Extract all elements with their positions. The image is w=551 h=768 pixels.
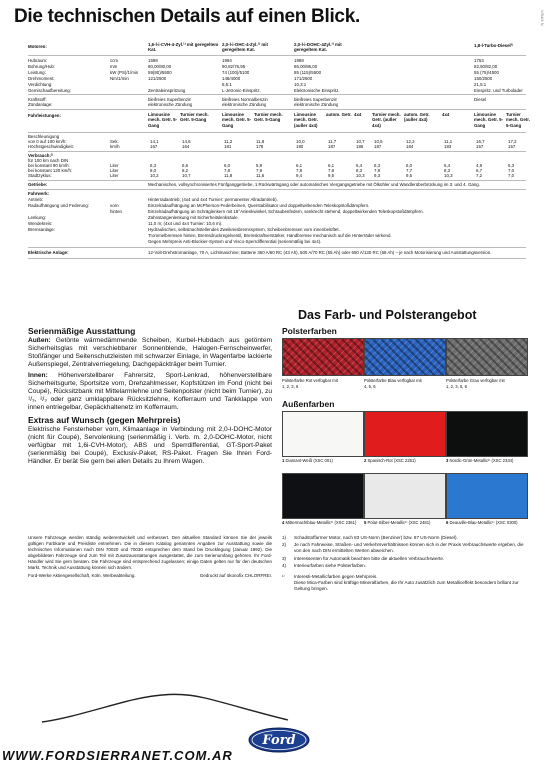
fuel-2: bleifreies Normalbenzin: [222, 97, 268, 102]
aussen-number: 6: [446, 520, 449, 525]
elektrik-text: 12-Volt-Drehstromanlage, 70 A, Lichtmaschine; Batterie 360 A/60 RC (43 Ah), 500 A/70 RC (55 Ah) oder 650 A/130 RC (68 Ah) – je nach Motorisierung und Ausstattungsversion.: [148, 250, 492, 255]
perf-stadt-value: 10,7: [182, 173, 191, 178]
engine-row-unit: Nm/1/min: [110, 76, 129, 81]
polster-codes: 1, 2, 3, 5, 6: [446, 384, 467, 389]
engine-row-value: 85 (115)/5500: [294, 70, 322, 75]
aussen-caption: [446, 520, 526, 525]
engine-head-4: 1,8-l-Turbo-Diesel²⁾: [474, 43, 514, 48]
aussen-title: Außenfarben: [282, 399, 335, 409]
getriebe-label: Getriebe:: [28, 182, 48, 187]
small-print-publisher: Ford-Werke Aktiengesellschaft, Köln. Werbeabteilung.: [28, 573, 136, 579]
engine-row-unit: kW (PS)/1/min: [110, 70, 139, 75]
perf-v120-value: 7,9: [328, 168, 335, 173]
watermark: WWW.FORDSIERRANET.COM.AR: [2, 748, 233, 763]
engine-row-value: Elektronische Einspritz.: [294, 88, 340, 93]
perf-v90-value: 6,4: [356, 163, 363, 168]
polster-swatch: [446, 338, 528, 376]
perf-stadt-value: 10,3: [444, 173, 453, 178]
perf-vmax-value: 184: [406, 144, 414, 149]
aussen-caption: [446, 458, 526, 463]
bremsen-line-1: Hydraulisches, selbstnachstellendes Zweikreisbremssystem, Scheibenbremsen vorn innenbelüftet.: [148, 227, 340, 232]
lenkung-text: Zahnstangenlenkung mit Sicherheitslenksäule.: [148, 215, 239, 220]
perf-v90-value: 6,6: [182, 163, 189, 168]
perf-column-head: Limousine mech. Getr. 5-Gang: [148, 112, 178, 128]
fuel-4: Diesel: [474, 97, 487, 102]
perf-vmax-value: 167: [150, 144, 158, 149]
bremsen-label: Bremsanlage:: [28, 227, 56, 232]
perf-column-head: 4x4: [442, 112, 450, 117]
engine-row-value: 82,50/82,00: [474, 64, 498, 69]
fuel-3: bleifreies Superbenzin: [294, 97, 338, 102]
perf-column-head: Turnier mech. Getr. 5-Gang: [506, 112, 530, 128]
liter-120: Liter: [110, 168, 119, 173]
aussen-name: Deauville-Blau-Metallic¹⁾ (XSC 0300): [449, 520, 518, 525]
side-code: V/94/4 N: [540, 10, 545, 26]
farb-section-title: Das Farb- und Polsterangebot: [298, 308, 477, 322]
page-title: Die technischen Details auf einen Blick.: [14, 6, 360, 27]
perf-beschl-value: 10,0: [296, 139, 305, 144]
wendekreis-text: 11,0 m; (4x4 und 4x4 Turnier: 10,6 m).: [148, 221, 223, 226]
perf-v120-value: 7,8: [296, 168, 303, 173]
extras-title: Extras auf Wunsch (gegen Mehrpreis): [28, 415, 181, 425]
engine-row-value: 86,00/86,00: [294, 64, 318, 69]
polster-caption: Polsterfarbe Rot verfügbar mit: [282, 378, 338, 383]
perf-column-head: autom. Getr.: [326, 112, 352, 117]
perf-v90-value: 5,9: [256, 163, 263, 168]
polster-codes: 4, 5, 6: [364, 384, 376, 389]
beschl-sub: von 0 auf 100 km/h:: [28, 139, 67, 144]
verbrauch-sub: für 100 km nach DIN: [28, 158, 69, 163]
perf-v120-value: 7,0: [508, 168, 515, 173]
radaufh-vorn: Einzelradaufhängung an McPherson-Federbeinen, Querstabilisator und doppeltwirkenden Teleskopstoßdämpfern.: [148, 203, 370, 208]
aussen-swatch: [364, 473, 446, 519]
radaufh-hinten: Einzelradaufhängung an Schräglenkern mit 18°Anlenkwinkel, Schraubenfedern, senkrecht stehend, doppeltwirkenden Teleskopstoßdämpfern.: [148, 209, 424, 214]
engine-row-value: 74 (100)/5100: [222, 70, 250, 75]
perf-v90-value: 5,3: [508, 163, 515, 168]
liter-stadt: Liter: [110, 173, 119, 178]
perf-v90-value: 6,3: [150, 163, 157, 168]
engine-row-label: Gemischaufbereitung:: [28, 88, 71, 93]
aussen-swatch: [446, 411, 528, 457]
aussen-number: 5: [364, 520, 367, 525]
perf-v120-value: 6,7: [476, 168, 483, 173]
engine-head-2: 2,0-l-i-OHC-4-Zyl.¹⁾ mit geregeltem Kat.: [222, 42, 268, 53]
perf-v90-value: 6,4: [444, 163, 451, 168]
vmax-unit: km/h: [110, 144, 120, 149]
aussen-caption: [282, 520, 362, 525]
fahrwerk-label: Fahrwerk:: [28, 191, 49, 196]
aussen-lead: Außen:: [28, 337, 51, 344]
small-print: [28, 535, 272, 580]
footnote-text: Interesti-Metallicfarben gegen Mehrpreis.: [294, 574, 378, 579]
ignition-3: elektronische Zündung: [294, 102, 339, 107]
small-print-main: Unsere Fahrzeuge werden ständig weiterentwickelt und verbessert. Den aktuellen Standard können Sie der jeweils gültigen Farbkarte und Preisliste entnehmen. Die in diesem Katalog genannten Angaben zur Ausstattung sowie die technischen Informationen nach DIN 70020 und 70030 entsprechen dem Stand bei Drucklegung (Januar 1992). Die abgebildeten Fahrzeuge sind zum Teil mit Zusatzausstattungen ausgestattet, die zum Serienumfang gehören. Ihr Ford-Händler wird Sie gern beraten. Die Fahrzeuge sind entsprechend zugelassen; einige Daten gelten nur für den deutschen Markt. Technik und Ausstattung können sich ändern.: [28, 535, 272, 570]
perf-stadt-value: 10,3: [356, 173, 365, 178]
perf-beschl-value: 10,7: [356, 139, 365, 144]
perf-column-head: 4x4: [354, 112, 362, 117]
perf-v120-value: 7,8: [224, 168, 231, 173]
perf-v120-value: 8,0: [150, 168, 157, 173]
footnote-text: Interessenten für Automatik beachten bitte die aktuellen Verbrauchswerte.: [294, 556, 445, 561]
footnote-symbol: 1): [282, 535, 287, 540]
engine-row-value: 148/4000: [222, 76, 241, 81]
aussen-name: Spanisch-Rot (XSC 2251): [367, 458, 416, 463]
footnote-text: Schadstoffarmer Motor, nach 83 US-Norm (Benziner) bzw. 87 US-Norm (Diesel).: [294, 535, 458, 540]
engine-row-value: 21,5:1: [474, 82, 487, 87]
perf-beschl-value: 11,7: [328, 139, 337, 144]
engine-row-label: Verdichtung:: [28, 82, 53, 87]
liter-90: Liter: [110, 163, 119, 168]
perf-v90-value: 6,0: [406, 163, 413, 168]
ignition-1: elektronische Zündung: [148, 102, 193, 107]
hinten-label: hinten: [110, 209, 122, 214]
engine-row-value: 55 (75)/4500: [474, 70, 499, 75]
aussen-caption: [364, 458, 444, 463]
beschl-unit: Sek.: [110, 139, 119, 144]
aussen-name: Diamant-Weiß (XSC 001): [285, 458, 333, 463]
v90-label: bei konstant 90 km/h:: [28, 163, 70, 168]
aussen-name: Polar-Silber-Metallic¹⁾ (XSC 2481): [367, 520, 431, 525]
engine-row-value: 171/2500: [294, 76, 313, 81]
perf-vmax-value: 183: [444, 144, 452, 149]
antrieb-text: Hinterradantrieb; (4x4 und 4x4 Turnier: permanenter Allradantrieb).: [148, 197, 278, 202]
perf-stadt-value: 7,0: [508, 173, 515, 178]
engine-row-value: 1994: [222, 58, 232, 63]
perf-stadt-value: 10,2: [150, 173, 159, 178]
perf-beschl-value: 17,2: [508, 139, 517, 144]
verbrauch-label: Verbrauch:³⁾: [28, 153, 54, 158]
engine-row-value: 80,00/80,00: [148, 64, 172, 69]
kraftstoff-label: Kraftstoff:: [28, 97, 47, 102]
footnote-symbol: 2): [282, 542, 287, 547]
engine-row-value: Einspritz. und Turbolader: [474, 88, 523, 93]
perf-column-head: Limousine mech. Getr. 5-Gang: [474, 112, 504, 128]
perf-vmax-value: 157: [508, 144, 516, 149]
aussen-number: 4: [282, 520, 285, 525]
aussen-number: 1: [282, 458, 285, 463]
aussen-swatch: [446, 473, 528, 519]
polster-caption: Polsterfarbe Grau verfügbar mit: [446, 378, 505, 383]
perf-stadt-value: 9,5: [406, 173, 413, 178]
perf-beschl-value: 16,7: [476, 139, 485, 144]
perf-stadt-value: 7,2: [476, 173, 483, 178]
ford-logo: [248, 727, 310, 753]
engine-row-label: Bohrung/Hub:: [28, 64, 56, 69]
perf-beschl-value: 14,6: [182, 139, 191, 144]
perf-vmax-value: 187: [328, 144, 336, 149]
elektrik-label: Elektrische Anlage:: [28, 250, 69, 255]
perf-column-head: Turnier mech. Getr. 5-Gang: [180, 112, 209, 123]
perf-column-head: Limousine mech. Getr. 5-Gang: [222, 112, 252, 128]
polster-swatch: [282, 338, 364, 376]
aussen-name: Nordic-Grün-Metallic¹⁾ (XSC 2334): [449, 458, 514, 463]
getriebe-text: Mechanisches, vollsynchronisiertes Fünfganggetriebe, 1 Rückwärtsgang oder automatisches Viergangsgetriebe mit Ölkühler und Wandlerüberbrückung im 3. und 4. Gang.: [148, 182, 480, 187]
ignition-2: elektronische Zündung: [222, 102, 267, 107]
engine-row-value: Zentraleinspritzung: [148, 88, 186, 93]
vmax-label: Höchstgeschwindigkeit:: [28, 144, 74, 149]
perf-v120-value: 7,7: [406, 168, 413, 173]
aussen-number: 2: [364, 458, 367, 463]
beschl-label: Beschleunigung: [28, 134, 60, 139]
perf-v90-value: 6,0: [224, 163, 231, 168]
engine-row-unit: ccm: [110, 58, 119, 63]
engine-row-label: Drehmoment:: [28, 76, 55, 81]
perf-stadt-value: 9,5: [328, 173, 335, 178]
engine-row-value: 1598: [148, 58, 158, 63]
engine-row-value: 8,5:1: [222, 82, 232, 87]
aussen-swatch: [282, 411, 364, 457]
footnote-symbol: ¹⁾: [282, 574, 285, 579]
perf-column-head: Turnier mech. Getr. 5-Gang: [254, 112, 283, 123]
serien-title: Serienmäßige Ausstattung: [28, 326, 136, 336]
polster-swatch: [364, 338, 446, 376]
engine-row-value: 1753: [474, 58, 484, 63]
aussen-number: 3: [446, 458, 449, 463]
perf-vmax-value: 181: [224, 144, 232, 149]
perf-v90-value: 4,9: [476, 163, 483, 168]
perf-beschl-value: 10,5: [374, 139, 383, 144]
motoren-label: Motoren:: [28, 44, 47, 49]
perf-v120-value: 8,3: [356, 168, 363, 173]
aussen-swatch: [364, 411, 446, 457]
radaufh-label: Radaufhängung und Federung:: [28, 203, 90, 208]
perf-beschl-value: 11,8: [256, 139, 265, 144]
perf-column-head: autom. Getr. (außer 4x4): [404, 112, 430, 123]
engine-row-label: Hubraum:: [28, 58, 48, 63]
engine-row-value: 150/2500: [474, 76, 493, 81]
vorn-label: vorn: [110, 203, 119, 208]
engine-head-3: 2,0-l-i-DOHC-4Zyl.¹⁾ mit geregeltem Kat.: [294, 42, 342, 53]
perf-v120-value: 7,9: [256, 168, 263, 173]
perf-beschl-value: 14,1: [150, 139, 159, 144]
engine-row-value: L-Jetronic-Einspritz.: [222, 88, 261, 93]
footnote-symbol: 4): [282, 563, 287, 568]
engine-head-1: 1,6-l-i-CVH-4-Zyl.¹⁾ mit geregeltem Kat.: [148, 42, 219, 53]
perf-column-head: Turnier mech. Getr. (außer 4x4): [372, 112, 401, 128]
antrieb-label: Antrieb:: [28, 197, 44, 202]
footnote-text: Interieurfarben siehe Polsterfarben.: [294, 563, 367, 568]
aussen-name: Mittermachtblau-Metallic¹⁾ (XSC 2361): [285, 520, 357, 525]
perf-vmax-value: 164: [182, 144, 190, 149]
perf-vmax-value: 178: [256, 144, 264, 149]
equipment-column: [28, 326, 272, 469]
perf-v90-value: 6,1: [328, 163, 335, 168]
extras-text: Elektrische Fensterheber vorn, Klimaanlage in Verbindung mit 2,0-l-DOHC-Motor (nicht für Coupé), Servolenkung (serienmäßig i. Verb. m. 2,0-DOHC-Motor, nicht verfügbar mit 1,6i-CVH-Motor), ABS und Sperrdifferential, GT-Sport-Paket (serienmäßig bei Coupé), Exclusiv-Paket, RS-Paket. Fragen Sie Ihren Ford-Händler. Er berät Sie gern bei allen Details zu Ihrem Wagen.: [28, 426, 272, 465]
zuendanlage-label: Zündanlage:: [28, 102, 53, 107]
perf-beschl-value: 12,2: [406, 139, 415, 144]
serien-aussen-paragraph: [28, 337, 272, 369]
fuel-1: bleifreies Superbenzin: [148, 97, 192, 102]
perf-vmax-value: 187: [374, 144, 382, 149]
perf-stadt-value: 11,8: [224, 173, 233, 178]
serien-innen-paragraph: [28, 372, 272, 412]
polster-caption: Polsterfarbe Blau verfügbar mit: [364, 378, 422, 383]
perf-beschl-value: 11,2: [224, 139, 233, 144]
car-silhouette: [40, 686, 290, 726]
polster-title: Polsterfarben: [282, 326, 337, 336]
innen-text: Höhenverstellbarer Fahrersitz, Sport-Lenkrad, höhenverstellbare Sicherheitsgurte, Sportsitze vorn, Drehzahlmesser, Kopfstützen im Fond (nicht bei Coupé), Rücksitzbank mit Mittelarmlehne und Seitenpolster (nicht beim Turnier), zu ¹/₃, ²/₃ oder ganz umklappbare Rücksitzlehne, Kofferraum und Tankklappe von innen entriegelbar, Gepäckhaltenetz im Kofferraum.: [28, 372, 272, 411]
engine-row-value: 90,82/76,95: [222, 64, 246, 69]
wendekreis-label: Wendekreis:: [28, 221, 53, 226]
innen-lead: Innen:: [28, 372, 48, 379]
engine-row-unit: mm: [110, 64, 118, 69]
perf-stadt-value: 11,6: [256, 173, 265, 178]
lenkung-label: Lenkung:: [28, 215, 47, 220]
perf-v120-value: 8,3: [444, 168, 451, 173]
perf-vmax-value: 190: [296, 144, 304, 149]
engine-row-value: 1998: [294, 58, 304, 63]
footnote-symbol: 3): [282, 556, 287, 561]
aussen-caption: [282, 458, 362, 463]
aussen-swatch: [282, 473, 364, 519]
perf-stadt-value: 9,4: [296, 173, 303, 178]
small-print-paper: Gedruckt auf ökonofix CHLORFREI.: [199, 573, 272, 579]
polster-codes: 1, 2, 3, 6: [282, 384, 299, 389]
engine-row-label: Leistung:: [28, 70, 46, 75]
spec-table: [28, 40, 530, 292]
perf-v120-value: 8,2: [182, 168, 189, 173]
aussen-caption: [364, 520, 444, 525]
perf-v90-value: 6,1: [296, 163, 303, 168]
perf-stadt-value: 9,3: [374, 173, 381, 178]
perf-vmax-value: 157: [476, 144, 484, 149]
v120-label: bei konstant 120 km/h:: [28, 168, 73, 173]
engine-row-value: 10,3:1: [294, 82, 307, 87]
perf-column-head: Limousine mech. Getr. (außer 4x4): [294, 112, 318, 128]
engine-row-value: 59(80)/5500: [148, 70, 172, 75]
ford-logo-text: Ford: [262, 733, 296, 748]
perf-v90-value: 6,3: [374, 163, 381, 168]
aussen-text: Getönte wärmedämmende Scheiben, Kurbel-Hubdach aus getöntem Sicherheitsglas mit verschiebbarer Sonnenblende, Halogen-Fernscheinwerfer, Stoßfänger und Seitenschutzleisten mit schwarzer Einlage, in Wagenfarbe lackierte Außenspiegel, Zentralverriegelung, Dachgepäckträger beim Turnier.: [28, 337, 272, 368]
stadt-label: Stadtzyklus:: [28, 173, 52, 178]
perf-beschl-value: 11,1: [444, 139, 453, 144]
bremsen-line-2: Trommelbremsen hinten, Bremsdruckregelventil, Bremskraftverstärker, Handbremse mechanisch auf die Hinterräder wirkend.: [148, 233, 392, 238]
fahrleistungen-label: Fahrleistungen:: [28, 113, 61, 118]
perf-vmax-value: 186: [356, 144, 364, 149]
bremsen-line-3: Gegen Mehrpreis Anti-Blockier-System und Visco-Sperrdifferential (serienmäßig bei 4x4).: [148, 239, 322, 244]
footnote-text: Je nach Fahrweise, Straßen- und Verkehrsverhältnissen können sich in der Praxis Verbrauchswerte ergeben, die von den nach DIN ermittelten Werten abweichen.: [294, 542, 524, 553]
footnote-text: Diese Mica-Farben sind kräftige Mineralfarben, die Ihr Auto zusätzlich zum Metalliceffekt besonders brillant zur Geltung bringen.: [294, 580, 519, 591]
engine-row-value: 121/2500: [148, 76, 167, 81]
perf-v120-value: 7,9: [374, 168, 381, 173]
